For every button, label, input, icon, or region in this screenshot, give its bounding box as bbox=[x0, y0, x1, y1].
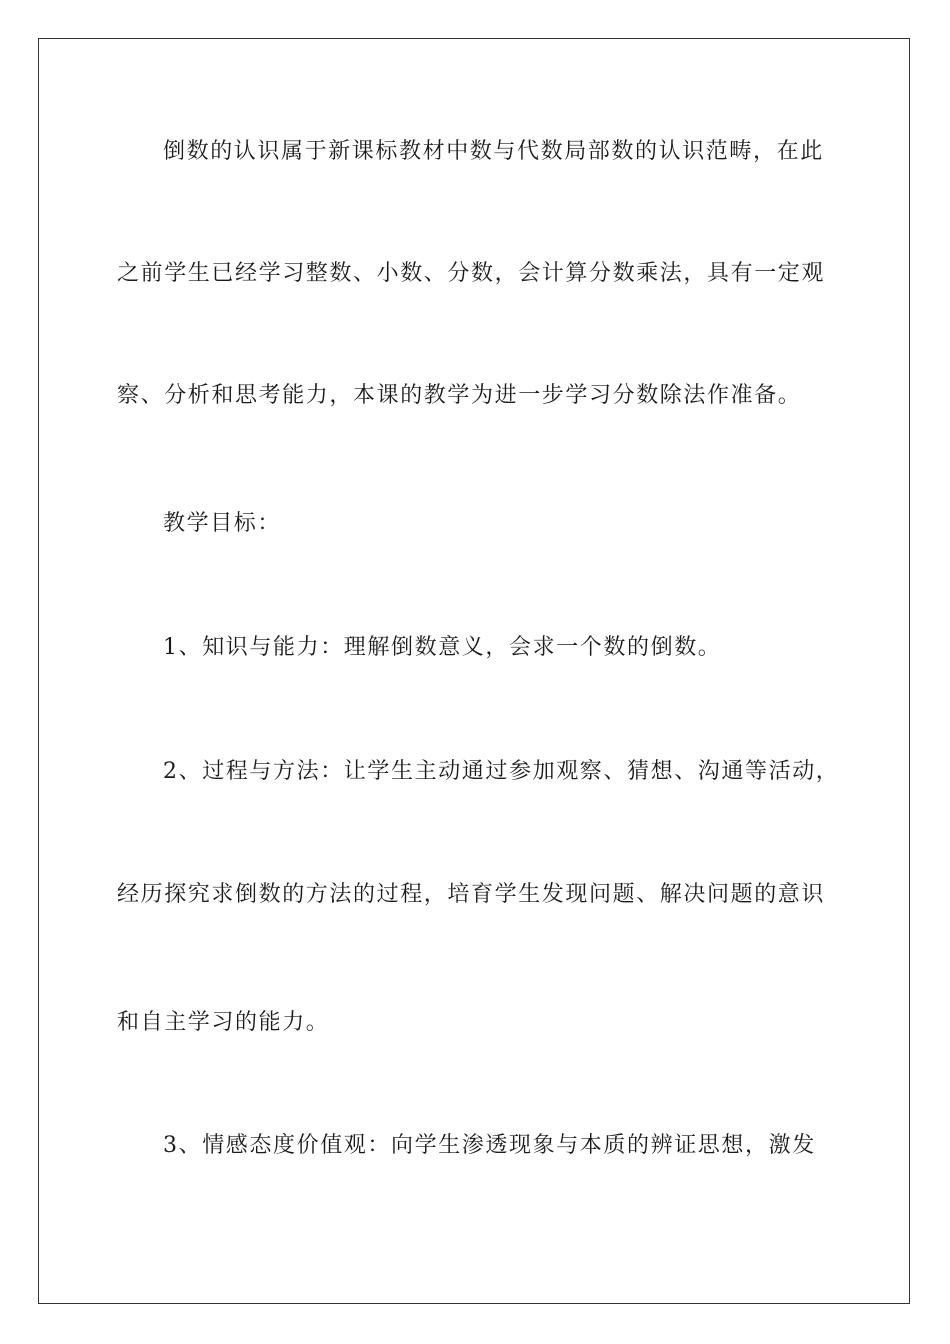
goal-2-line-2: 经历探究求倒数的方法的过程，培育学生发现问题、解决问题的意识 bbox=[117, 882, 826, 907]
page-border bbox=[38, 38, 910, 1304]
goal-2-line-3: 和自主学习的能力。 bbox=[117, 1010, 330, 1035]
goal-1-line: 1、知识与能力：理解倒数意义，会求一个数的倒数。 bbox=[163, 635, 722, 660]
goal-2-line-1: 2、过程与方法：让学生主动通过参加观察、猜想、沟通等活动， bbox=[163, 759, 840, 784]
goal-3-line-1: 3、情感态度价值观：向学生渗透现象与本质的辨证思想，激发 bbox=[163, 1133, 816, 1158]
paragraph-line-1: 倒数的认识属于新课标教材中数与代数局部数的认识范畴，在此 bbox=[163, 139, 824, 164]
section-heading-teaching-goals: 教学目标： bbox=[163, 511, 282, 536]
paragraph-line-2: 之前学生已经学习整数、小数、分数，会计算分数乘法，具有一定观 bbox=[117, 261, 826, 286]
paragraph-line-3: 察、分析和思考能力，本课的教学为进一步学习分数除法作准备。 bbox=[117, 383, 802, 408]
